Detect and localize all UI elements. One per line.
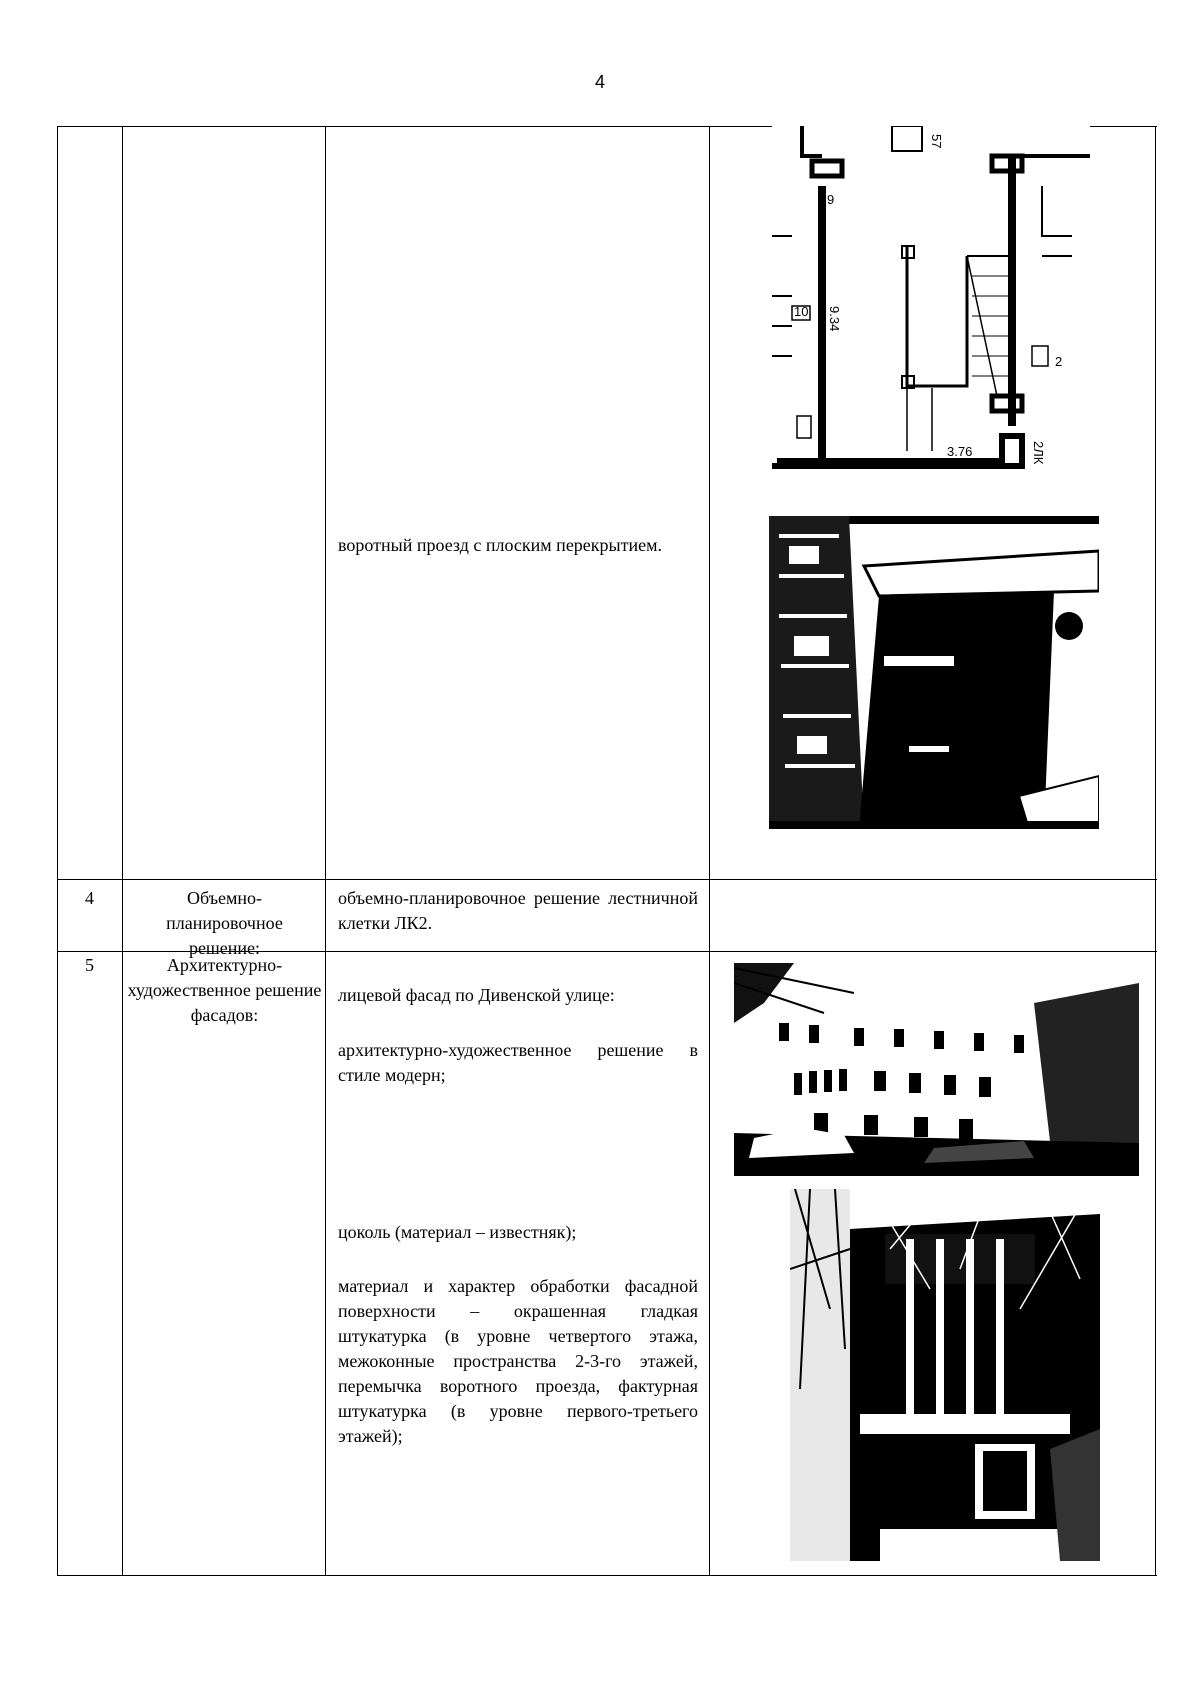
floor-plan-image [772,126,1090,504]
gateway-facade-photo [790,1189,1100,1561]
row-title: Архитектурно-художественное решение фасадов: [127,955,322,1025]
facade-street-text: лицевой фасад по Дивенской улице: [338,985,615,1005]
row-title: Объемно-планировочное решение: [166,888,283,958]
gateway-description: воротный проезд с плоским перекрытием. [338,535,663,555]
plinth-text: цоколь (материал – известняк); [338,1222,577,1242]
style-text: архитектурно-художественное решение в стиле модерн; [338,1040,698,1085]
stair-cell-description: объемно-планировочное решение лестничной клетки ЛК2. [338,888,698,933]
table-border-bottom [57,1575,1157,1576]
plan-label: 2ЛК [1031,441,1046,465]
page-number: 4 [594,72,605,92]
column-divider [122,126,123,1576]
plan-label: 9.34 [827,306,842,332]
surface-finish-text: материал и характер обработки фасадной поверхности – окрашенная гладкая штукатурка (в уровне четвертого этажа, межоконные пространства 2-3-го этажей, перемычка воротного проезда, фактурная штукатурка (в уровне первого-третьего этажей); [338,1276,698,1446]
plan-label: 10 [794,304,809,319]
gateway-photo [769,516,1099,829]
plan-label: 9 [827,192,835,207]
table-border-right [1155,126,1156,1576]
document-table [57,126,1157,1576]
table-border-left [57,126,58,1576]
street-facade-photo [734,963,1139,1176]
plan-label: 2 [1055,354,1063,369]
plan-label: 57 [929,134,944,149]
plan-label: 3.76 [947,444,973,459]
column-divider [709,126,710,1576]
column-divider [325,126,326,1576]
row-divider [57,879,1157,880]
row-number: 4 [85,888,94,908]
row-number: 5 [85,955,94,975]
